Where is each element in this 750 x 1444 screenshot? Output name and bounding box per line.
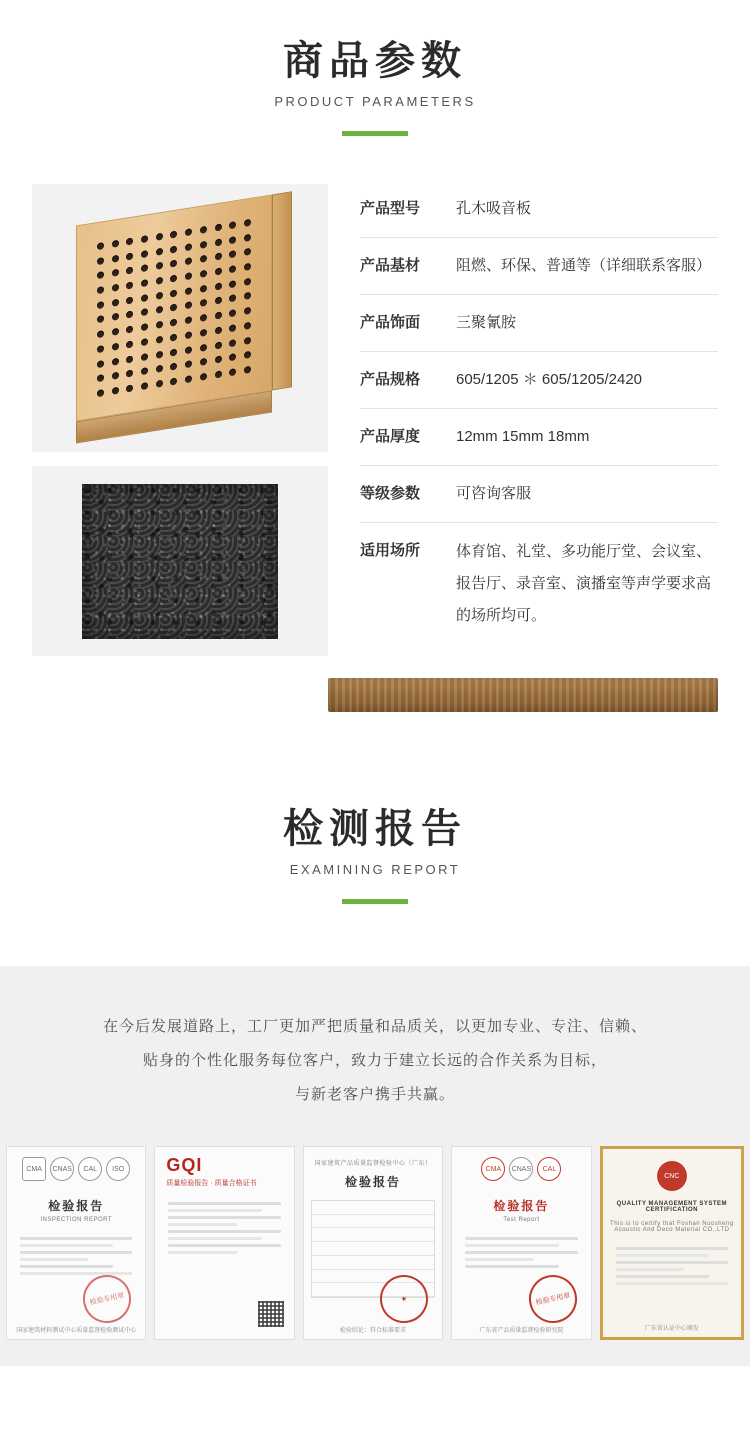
panel-hole [244,278,251,286]
panel-hole [97,257,104,265]
cal-badge: CAL [78,1157,102,1181]
panel-hole [244,366,251,374]
panel-hole [112,343,119,351]
table-row [360,188,718,238]
panel-hole [229,339,236,347]
certificate-subtitle: Test Report [503,1217,540,1223]
panel-hole [97,286,104,294]
panel-hole [215,282,222,290]
panel-hole [126,267,133,275]
panel-hole [156,247,163,255]
table-row [360,295,718,352]
panel-hole [185,331,192,339]
qr-code-icon [258,1301,284,1327]
spec-value: 可咨询客服 [456,485,532,502]
panel-hole [156,321,163,329]
panel-hole [229,280,236,288]
statement-line: 在今后发展道路上，工厂更加严把质量和品质关，以更加专业、专注、信赖、 [102,1018,647,1035]
panel-hole [141,323,148,331]
spec-value: 605/1205 ＊ 605/1205/2420 [456,371,642,388]
panel-hole [244,307,251,315]
panel-hole [244,248,251,256]
panel-hole [244,292,251,300]
cnas-badge: CNAS [509,1157,533,1181]
panel-hole [215,371,222,379]
acoustic-felt-swatch-image [32,466,328,656]
panel-hole [112,254,119,262]
certificate-title: 检验报告 [493,1199,550,1213]
panel-hole [215,356,222,364]
certificate-thumbnail[interactable] [600,1146,744,1340]
panel-hole [200,226,207,234]
panel-hole [229,265,236,273]
panel-hole [141,382,148,390]
panel-hole [126,252,133,260]
panel-hole [200,255,207,263]
report-subtitle: EXAMINING REPORT [289,862,461,877]
cma-badge: CMA [481,1157,505,1181]
cnas-badge: CNAS [50,1157,74,1181]
felt-texture [82,484,278,639]
panel-hole [185,375,192,383]
red-seal-icon: 检验专用章 [79,1271,136,1328]
panel-side-edge [272,191,292,390]
panel-hole [156,380,163,388]
certificate-body-lines [14,1237,138,1275]
report-title: 检测报告 [283,807,467,851]
panel-hole [97,330,104,338]
panel-hole [126,385,133,393]
panel-hole [156,306,163,314]
panel-hole [170,319,177,327]
certificate-footer: 广东省产品质量监督检验研究院 [479,1328,564,1334]
panel-hole [200,285,207,293]
page-bottom-spacer [0,1366,750,1444]
certificate-subtitle: This is to certify that Foshan Nuosheng Acoustic And Deco Material CO.,LTD [610,1221,734,1233]
panel-hole [244,263,251,271]
panel-hole [200,270,207,278]
panel-hole [215,312,222,320]
panel-hole [229,324,236,332]
panel-hole [126,281,133,289]
panel-hole [97,345,104,353]
panel-hole [215,253,222,261]
panel-hole [215,297,222,305]
panel-hole [185,243,192,251]
examining-report-heading [0,712,750,904]
spec-label: 等级参数 [360,485,421,502]
panel-hole [244,351,251,359]
page-title: 商品参数 [283,39,467,83]
panel-hole [112,357,119,365]
panel-hole [200,358,207,366]
certificate-title: QUALITY MANAGEMENT SYSTEM CERTIFICATION [616,1201,728,1213]
panel-hole [244,322,251,330]
panel-hole [229,309,236,317]
report-band [0,966,750,1366]
certificate-title: 检验报告 [48,1199,105,1213]
panel-hole [244,219,251,227]
panel-hole [141,250,148,258]
panel-hole [156,292,163,300]
panel-hole [244,336,251,344]
panel-hole [141,368,148,376]
panel-hole [112,372,119,380]
certificate-gallery [0,1146,750,1340]
panel-hole [126,311,133,319]
panel-hole [97,301,104,309]
product-image-column [32,184,328,656]
cma-badge: CMA [22,1157,46,1181]
spec-value: 三聚氰胺 [456,314,517,331]
certificate-thumbnail[interactable] [303,1146,443,1340]
certificate-thumbnail[interactable] [154,1146,294,1340]
panel-hole [200,240,207,248]
table-row [360,238,718,295]
iso-badge: ISO [106,1157,130,1181]
panel-hole [126,370,133,378]
panel-hole [170,274,177,282]
panel-front-face [76,194,272,421]
table-row [360,523,718,645]
certificate-body-lines [162,1202,286,1254]
panel-hole [215,326,222,334]
panel-hole [97,374,104,382]
spec-value: 12mm 15mm 18mm [456,428,590,445]
panel-hole [141,294,148,302]
panel-hole [112,313,119,321]
panel-hole [156,277,163,285]
panel-hole [170,230,177,238]
accreditation-badges [459,1157,583,1181]
certificate-subtitle: INSPECTION REPORT [40,1217,113,1223]
panel-hole [185,257,192,265]
panel-hole [97,242,104,250]
panel-hole [112,240,119,248]
panel-hole [156,233,163,241]
panel-hole [170,363,177,371]
panel-hole [229,354,236,362]
panel-hole [170,333,177,341]
panel-hole [97,316,104,324]
panel-hole [170,245,177,253]
heading-divider [342,131,408,136]
page-subtitle: PRODUCT PARAMETERS [274,94,476,109]
panel-hole [185,346,192,354]
panel-hole [126,355,133,363]
panel-hole [156,350,163,358]
spec-value: 孔木吸音板 [456,200,532,217]
panel-hole [185,361,192,369]
panel-perforations [93,214,255,402]
certificate-footer: 检验结论：符合标准要求 [340,1328,407,1334]
certificate-body-lines [610,1247,734,1285]
certificate-footer: 广东省认证中心颁发 [644,1326,699,1332]
panel-hole [200,343,207,351]
panel-hole [112,269,119,277]
certificate-thumbnail[interactable] [6,1146,146,1340]
statement-line: 与新老客户携手共赢。 [294,1086,455,1103]
certificate-thumbnail[interactable] [451,1146,591,1340]
certificate-title: GQI [166,1155,203,1175]
panel-hole [200,314,207,322]
panel-hole [97,389,104,397]
panel-hole [215,267,222,275]
specification-table [360,184,718,645]
spec-label: 产品型号 [360,200,421,217]
perforated-wood-panel-image [32,184,328,452]
panel-hole [229,295,236,303]
table-row [360,409,718,466]
certificate-footer: 国家建筑材料测试中心质量监督检验测试中心 [16,1328,137,1334]
wood-edge-sample-image [328,678,718,712]
panel-hole [200,373,207,381]
panel-hole [229,221,236,229]
panel-hole [170,378,177,386]
panel-hole [244,233,251,241]
panel-hole [141,264,148,272]
product-parameters-heading [0,0,750,136]
panel-hole [141,309,148,317]
panel-hole [185,228,192,236]
cnc-seal-icon: CNC [657,1161,687,1191]
panel-hole [126,326,133,334]
statement-line: 贴身的个性化服务每位客户，致力于建立长远的合作关系为目标， [142,1052,607,1069]
certificate-title: 检验报告 [345,1175,402,1189]
panel-hole [126,296,133,304]
panel-hole [200,329,207,337]
panel-hole [215,341,222,349]
panel-hole [170,348,177,356]
accreditation-badges [14,1157,138,1181]
spec-label: 产品基材 [360,257,421,274]
spec-value: 体育馆、礼堂、多功能厅堂、会议室、报告厅、录音室、演播室等声学要求高的场所均可。 [456,543,712,624]
panel-hole [170,289,177,297]
panel-hole [229,250,236,258]
product-parameters-body [0,184,750,656]
certificate-body-lines [459,1237,583,1268]
spec-label: 适用场所 [360,542,421,559]
panel-hole [97,360,104,368]
panel-hole [126,237,133,245]
panel-hole [229,368,236,376]
spec-value: 阻燃、环保、普通等（详细联系客服） [456,257,712,274]
red-seal-icon: ★ [376,1271,433,1328]
heading-divider [342,899,408,904]
panel-hole [185,316,192,324]
certificate-subtitle: 国家建筑产品质量监督检验中心（广东） [314,1161,432,1167]
company-statement [0,1010,750,1112]
spec-label: 产品厚度 [360,428,421,445]
certificate-subtitle: 质量检验报告 · 质量合格证书 [166,1180,257,1187]
panel-hole [141,338,148,346]
red-seal-icon: 检验专用章 [524,1271,581,1328]
panel-hole [126,340,133,348]
panel-hole [170,260,177,268]
panel-hole [97,271,104,279]
table-row [360,352,718,409]
panel-hole [112,284,119,292]
panel-hole [215,223,222,231]
panel-hole [156,262,163,270]
panel-hole [112,328,119,336]
table-row [360,466,718,523]
panel-hole [156,336,163,344]
panel-hole [141,353,148,361]
panel-hole [141,235,148,243]
panel-hole [141,279,148,287]
panel-hole [185,272,192,280]
panel-hole [112,299,119,307]
panel-hole [215,238,222,246]
cal-badge: CAL [537,1157,561,1181]
panel-illustration [76,194,272,421]
panel-hole [170,304,177,312]
spec-label: 产品规格 [360,371,421,388]
panel-hole [112,387,119,395]
panel-hole [200,299,207,307]
panel-hole [156,365,163,373]
panel-hole [229,236,236,244]
panel-hole [185,287,192,295]
panel-hole [185,302,192,310]
spec-label: 产品饰面 [360,314,421,331]
